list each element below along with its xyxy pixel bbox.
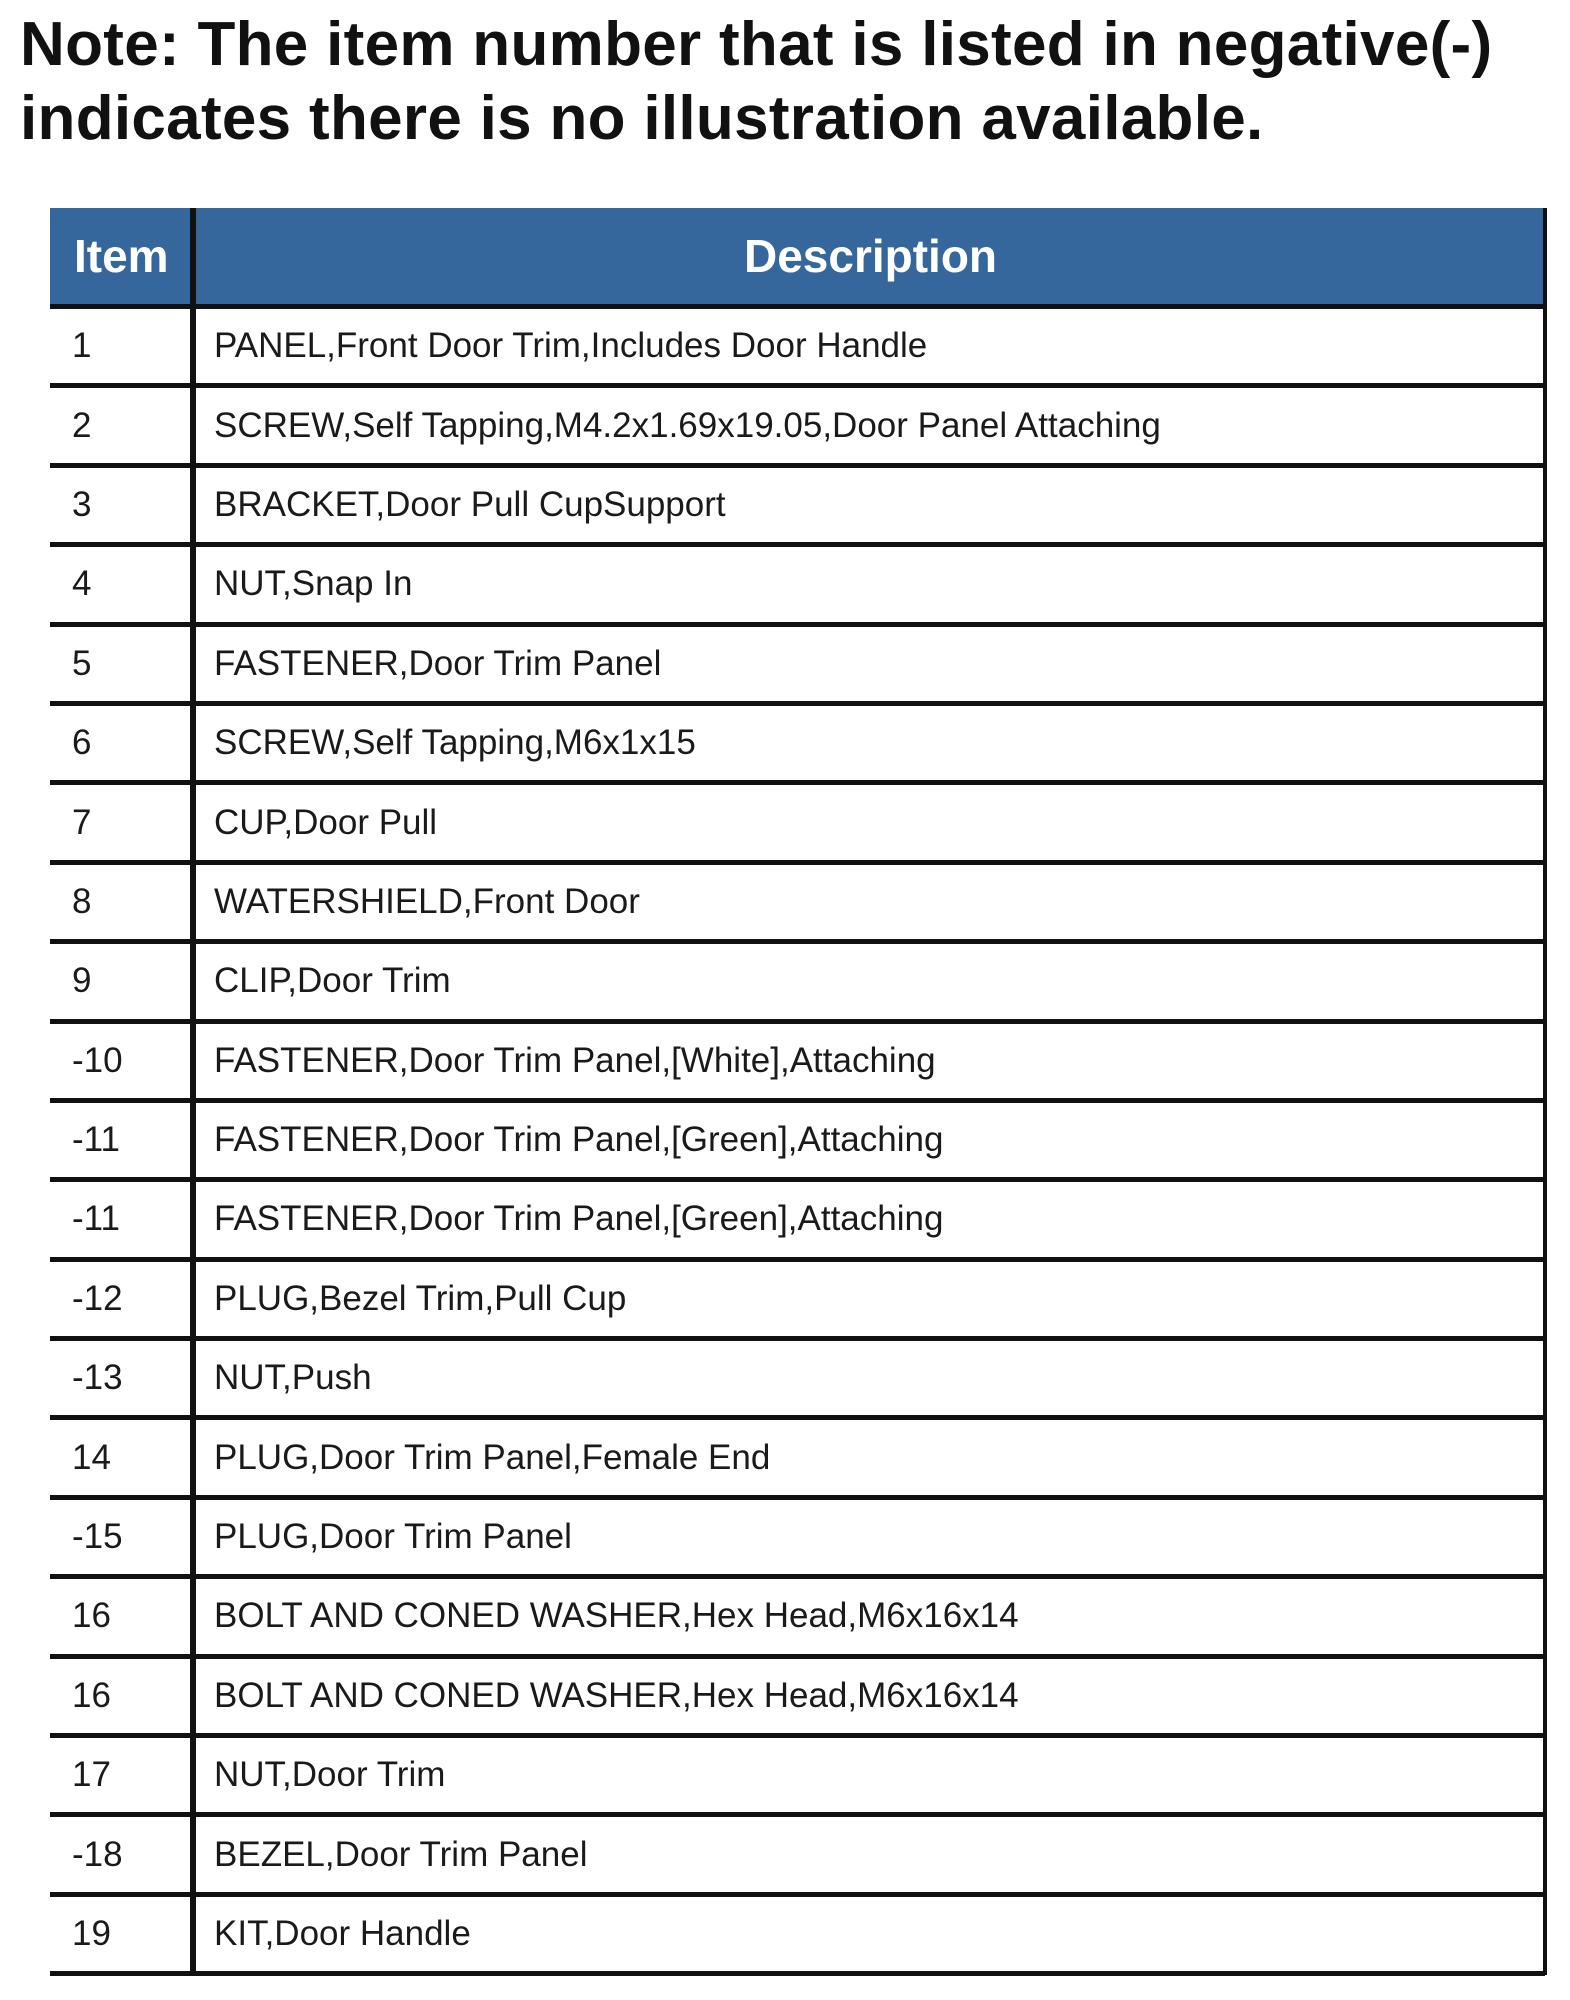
description-cell: NUT,Push	[214, 1358, 372, 1398]
item-number-cell: 16	[50, 1577, 193, 1656]
description-cell: SCREW,Self Tapping,M4.2x1.69x19.05,Door Panel Attaching	[214, 405, 1161, 445]
parts-table	[50, 208, 1545, 1976]
table-row	[50, 1736, 1545, 1815]
item-number-cell: 4	[50, 545, 193, 624]
item-number-cell: 14	[50, 1418, 193, 1497]
description-cell: PANEL,Front Door Trim,Includes Door Handle	[214, 326, 928, 366]
table-row	[50, 1021, 1545, 1100]
description-cell: PLUG,Door Trim Panel,Female End	[214, 1437, 771, 1477]
note-line-2: indicates there is no illustration available.	[20, 84, 1264, 153]
item-number-cell: 8	[50, 862, 193, 941]
table-row	[50, 386, 1545, 465]
description-cell: BOLT AND CONED WASHER,Hex Head,M6x16x14	[214, 1596, 1019, 1636]
table-row	[50, 703, 1545, 782]
table-header	[50, 208, 1545, 307]
table-right-border	[1543, 208, 1547, 1975]
description-cell: FASTENER,Door Trim Panel,[Green],Attaching	[214, 1199, 944, 1239]
item-number-cell: 16	[50, 1656, 193, 1735]
table-row	[50, 465, 1545, 544]
table-row	[50, 1815, 1545, 1894]
description-cell: SCREW,Self Tapping,M6x1x15	[214, 723, 696, 763]
item-number-cell: 17	[50, 1736, 193, 1815]
note-line-1: Note: The item number that is listed in negative(-)	[20, 10, 1493, 79]
item-number-cell: -11	[50, 1100, 193, 1179]
table-row	[50, 1577, 1545, 1656]
description-cell: BEZEL,Door Trim Panel	[214, 1834, 588, 1874]
description-cell: FASTENER,Door Trim Panel,[Green],Attaching	[214, 1120, 944, 1160]
table-row	[50, 942, 1545, 1021]
description-cell: PLUG,Door Trim Panel	[214, 1517, 572, 1557]
item-number-cell: 5	[50, 624, 193, 703]
column-header-item: Item	[50, 208, 193, 307]
item-number-cell: -15	[50, 1497, 193, 1576]
table-row	[50, 1418, 1545, 1497]
note-heading	[20, 8, 1560, 156]
description-cell: FASTENER,Door Trim Panel,[White],Attaching	[214, 1040, 936, 1080]
item-number-cell: 1	[50, 307, 193, 386]
table-row	[50, 1656, 1545, 1735]
item-number-cell: 3	[50, 465, 193, 544]
description-cell: FASTENER,Door Trim Panel	[214, 643, 662, 683]
item-number-cell: -11	[50, 1180, 193, 1259]
item-number-cell: -18	[50, 1815, 193, 1894]
description-cell: WATERSHIELD,Front Door	[214, 881, 640, 921]
item-number-cell: 19	[50, 1894, 193, 1973]
table-row	[50, 307, 1545, 386]
description-cell: PLUG,Bezel Trim,Pull Cup	[214, 1278, 627, 1318]
table-row	[50, 1497, 1545, 1576]
item-number-cell: -10	[50, 1021, 193, 1100]
item-number-cell: -13	[50, 1339, 193, 1418]
description-cell: CUP,Door Pull	[214, 802, 438, 842]
description-cell: BOLT AND CONED WASHER,Hex Head,M6x16x14	[214, 1675, 1019, 1715]
item-number-cell: 9	[50, 942, 193, 1021]
header-row	[50, 208, 1545, 307]
table-row	[50, 1894, 1545, 1973]
description-cell: NUT,Snap In	[214, 564, 413, 604]
table-row	[50, 862, 1545, 941]
table-row	[50, 1100, 1545, 1179]
table-row	[50, 545, 1545, 624]
item-number-cell: 7	[50, 783, 193, 862]
description-cell: CLIP,Door Trim	[214, 961, 451, 1001]
description-cell: KIT,Door Handle	[214, 1914, 471, 1953]
description-cell: BRACKET,Door Pull CupSupport	[214, 484, 726, 524]
item-number-cell: 6	[50, 703, 193, 782]
table-row	[50, 1259, 1545, 1338]
column-header-description: Description	[193, 208, 1545, 307]
item-number-cell: 2	[50, 386, 193, 465]
table-row	[50, 1180, 1545, 1259]
table-body	[50, 307, 1545, 1974]
table-row	[50, 783, 1545, 862]
table-row	[50, 1339, 1545, 1418]
item-number-cell: -12	[50, 1259, 193, 1338]
description-cell: NUT,Door Trim	[214, 1755, 446, 1795]
table-row	[50, 624, 1545, 703]
